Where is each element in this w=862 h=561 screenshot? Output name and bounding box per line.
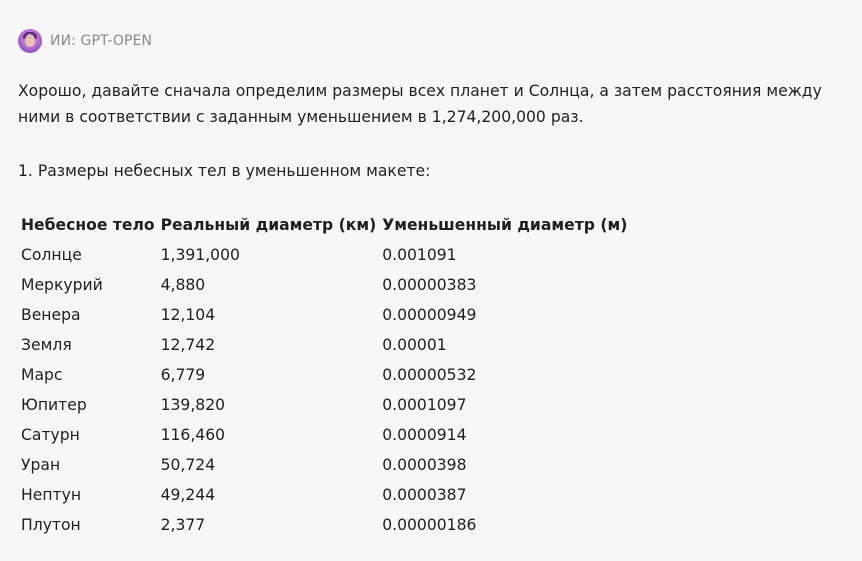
cell-body: Нептун — [21, 486, 82, 504]
column-header-body: Небесное тело — [21, 216, 155, 234]
table-row — [18, 300, 630, 330]
table-row — [18, 450, 630, 480]
cell-reduced-diameter: 0.00000186 — [382, 516, 477, 534]
cell-body: Меркурий — [21, 276, 103, 294]
planet-sizes-table — [18, 210, 630, 540]
cell-reduced-diameter: 0.001091 — [382, 246, 457, 264]
section-title: 1. Размеры небесных тел в уменьшенном макете: — [18, 162, 431, 180]
cell-real-diameter: 12,104 — [160, 306, 216, 324]
cell-body: Марс — [21, 366, 63, 384]
cell-reduced-diameter: 0.00000383 — [382, 276, 477, 294]
cell-reduced-diameter: 0.0000387 — [382, 486, 467, 504]
table-row — [18, 360, 630, 390]
table-row — [18, 330, 630, 360]
cell-reduced-diameter: 0.0000398 — [382, 456, 467, 474]
message-body — [18, 78, 848, 184]
cell-real-diameter: 4,880 — [160, 276, 206, 294]
message-header — [18, 29, 152, 53]
cell-body: Уран — [21, 456, 61, 474]
cell-body: Сатурн — [21, 426, 80, 444]
cell-reduced-diameter: 0.0000914 — [382, 426, 467, 444]
cell-real-diameter: 139,820 — [160, 396, 226, 414]
cell-body: Плутон — [21, 516, 81, 534]
avatar-face — [25, 34, 35, 47]
table-row — [18, 510, 630, 540]
cell-reduced-diameter: 0.00001 — [382, 336, 447, 354]
cell-real-diameter: 50,724 — [160, 456, 216, 474]
avatar — [18, 29, 42, 53]
cell-real-diameter: 116,460 — [160, 426, 226, 444]
sender-name: ИИ: GPT-OPEN — [50, 33, 153, 49]
cell-real-diameter: 1,391,000 — [160, 246, 240, 264]
cell-real-diameter: 12,742 — [160, 336, 216, 354]
table-row — [18, 390, 630, 420]
table-row — [18, 480, 630, 510]
cell-body: Юпитер — [21, 396, 87, 414]
cell-reduced-diameter: 0.0001097 — [382, 396, 467, 414]
table-header-row — [18, 210, 630, 240]
column-header-reduced-diameter: Уменьшенный диаметр (м) — [382, 216, 628, 234]
cell-body: Солнце — [21, 246, 82, 264]
cell-real-diameter: 49,244 — [160, 486, 216, 504]
table-row — [18, 240, 630, 270]
cell-real-diameter: 2,377 — [160, 516, 206, 534]
table-row — [18, 420, 630, 450]
intro-paragraph: Хорошо, давайте сначала определим размеры всех планет и Солнца, а затем расстояния между ними в соответствии с заданным уменьшением в 1,274,200,000 раз. — [18, 82, 822, 126]
column-header-real-diameter: Реальный диаметр (км) — [160, 216, 377, 234]
cell-body: Венера — [21, 306, 81, 324]
table-row — [18, 270, 630, 300]
cell-reduced-diameter: 0.00000532 — [382, 366, 477, 384]
cell-body: Земля — [21, 336, 72, 354]
cell-real-diameter: 6,779 — [160, 366, 206, 384]
cell-reduced-diameter: 0.00000949 — [382, 306, 477, 324]
